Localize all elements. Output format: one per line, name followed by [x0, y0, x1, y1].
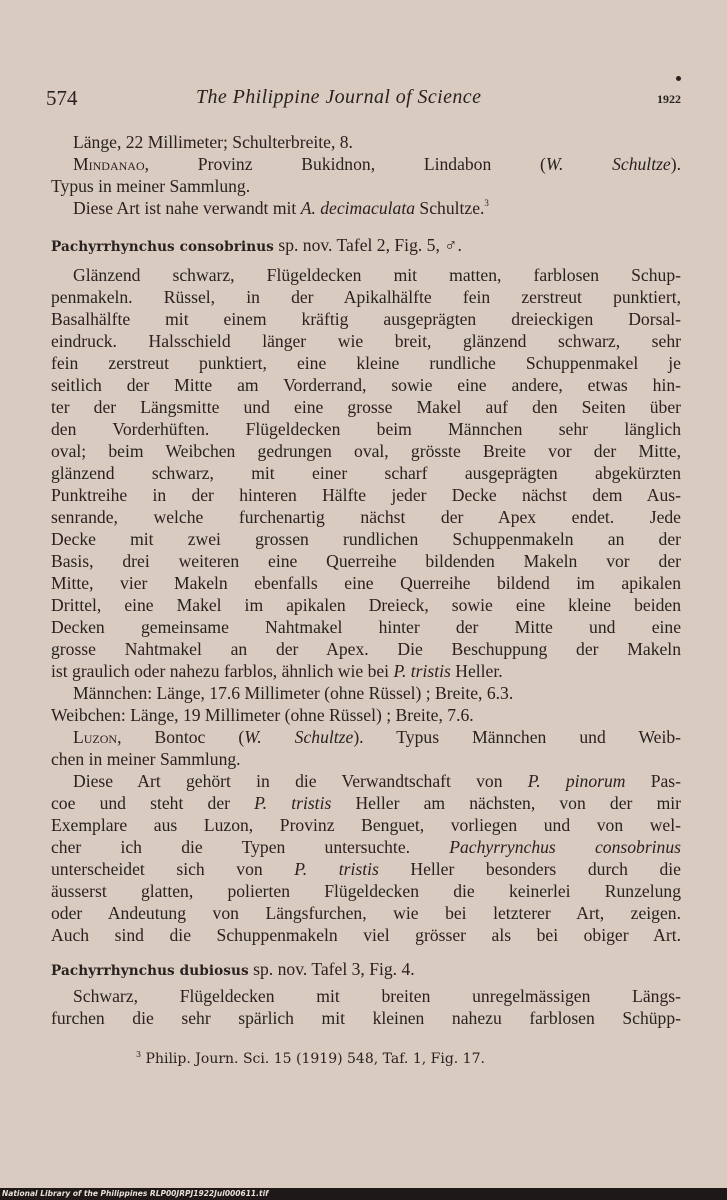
- paragraph-line: coe und steht der P. tristis Heller am nächsten, von der mir: [51, 793, 681, 813]
- species-name: Pachyrrynchus consobrinus: [449, 837, 681, 857]
- paragraph-line: Schwarz, Flügeldecken mit breiten unregelmässigen Längs-: [73, 986, 681, 1006]
- measurement-male: Männchen: Länge, 17.6 Millimeter (ohne Rüssel) ; Breite, 6.3.: [73, 683, 514, 703]
- paragraph-line: senrande, welche furchenartig nächst der Apex endet. Jede: [51, 507, 681, 527]
- paragraph-line: furchen die sehr spärlich mit kleinen nahezu farblosen Schüpp-: [51, 1008, 681, 1028]
- species-name: P. tristis: [254, 793, 332, 813]
- locality-line: Luzon, Bontoc (W. Schultze). Typus Männchen und Weib-: [73, 727, 682, 747]
- locality: Luzon: [73, 727, 118, 747]
- paragraph-line: cher ich die Typen untersuchte. Pachyrrynchus consobrinus: [51, 837, 681, 857]
- footnote-ref: 3: [484, 198, 489, 208]
- scan-label: National Library of the Philippines RLP00JRPJ1922Jul000611.tif: [2, 1189, 269, 1198]
- page-number: 574: [46, 86, 78, 110]
- collector: W. Schultze: [244, 727, 354, 747]
- paragraph-line: äusserst glatten, polierten Flügeldecken die keinerlei Runzelung: [51, 881, 681, 901]
- paragraph-line: Länge, 22 Millimeter; Schulterbreite, 8.: [73, 132, 353, 152]
- paragraph-line: seitlich der Mitte am Vorderrand, sowie eine andere, etwas hin-: [51, 375, 681, 395]
- paragraph-line: Decke mit zwei grossen rundlichen Schuppenmakeln an der: [51, 529, 681, 549]
- paragraph-line: oder Andeutung von Längsfurchen, wie bei letzterer Art, zeigen.: [51, 903, 681, 923]
- species-name: P. pinorum: [527, 771, 626, 791]
- paragraph-line: glänzend schwarz, mit einer scharf ausgeprägten abgekürzten: [51, 463, 681, 483]
- paragraph-line: eindruck. Halsschield länger wie breit, glänzend schwarz, sehr: [51, 331, 681, 351]
- paragraph-line: oval; beim Weibchen gedrungen oval, grösste Breite vor der Mitte,: [51, 441, 681, 461]
- paragraph-line: Diese Art ist nahe verwandt mit A. decimaculata Schultze.$^3$: [73, 198, 489, 218]
- paragraph-line: Mitte, vier Makeln ebenfalls eine Querreihe bildend im apikalen: [51, 573, 681, 593]
- paragraph-line: Auch sind die Schuppenmakeln viel grösser als bei obiger Art.: [51, 925, 681, 945]
- footnote-mark: 3: [136, 1050, 142, 1059]
- paragraph-line: Drittel, eine Makel im apikalen Dreieck, sowie eine kleine beiden: [51, 595, 681, 615]
- paragraph-line: Typus in meiner Sammlung.: [51, 176, 251, 196]
- footnote: $^3$ Philip. Journ. Sci. 15 (1919) 548, Taf. 1, Fig. 17.: [136, 1050, 485, 1067]
- species-heading: Pachyrrhynchus dubiosus sp. nov. Tafel 3, Fig. 4.: [51, 959, 415, 979]
- paragraph-line: Basis, drei weiteren eine Querreihe bildenden Makeln vor der: [51, 551, 681, 571]
- species-name: P. tristis: [294, 859, 379, 879]
- paragraph-line: Glänzend schwarz, Flügeldecken mit matten, farblosen Schup-: [73, 265, 681, 285]
- species-title: Pachyrrhynchus consobrinus: [51, 239, 274, 255]
- collector: W. Schultze: [545, 154, 671, 174]
- journal-title: The Philippine Journal of Science: [196, 86, 482, 108]
- paragraph-line: Exemplare aus Luzon, Provinz Benguet, vorliegen und von wel-: [51, 815, 681, 835]
- running-header: [46, 86, 681, 118]
- species-name: A. decimaculata: [300, 198, 416, 218]
- speck: [676, 76, 681, 81]
- species-heading: Pachyrrhynchus consobrinus sp. nov. Tafel 2, Fig. 5, ♂.: [51, 235, 462, 255]
- paragraph-line: ter der Längsmitte und eine grosse Makel auf den Seiten über: [51, 397, 681, 417]
- paragraph-line: unterscheidet sich von P. tristis Heller besonders durch die: [51, 859, 681, 879]
- paragraph-line: Decken gemeinsame Nahtmakel hinter der Mitte und eine: [51, 617, 681, 637]
- paragraph-line: Diese Art gehört in die Verwandtschaft von P. pinorum Pas-: [73, 771, 681, 791]
- paragraph-line: fein zerstreut punktiert, eine kleine rundliche Schuppenmakel je: [51, 353, 681, 373]
- measurement-female: Weibchen: Länge, 19 Millimeter (ohne Rüssel) ; Breite, 7.6.: [51, 705, 474, 725]
- paragraph-line: grosse Nahtmakel an der Apex. Die Beschuppung der Makeln: [51, 639, 681, 659]
- locality-line: Mindanao, Provinz Bukidnon, Lindabon (W. Schultze).: [73, 154, 681, 174]
- paragraph-line: Punktreihe in der hinteren Hälfte jeder Decke nächst dem Aus-: [51, 485, 681, 505]
- year: 1922: [657, 92, 681, 106]
- paragraph-line: chen in meiner Sammlung.: [51, 749, 241, 769]
- paragraph-line: penmakeln. Rüssel, in der Apikalhälfte fein zerstreut punktiert,: [51, 287, 681, 307]
- paragraph-line: den Vorderhüften. Flügeldecken beim Männchen sehr länglich: [51, 419, 681, 439]
- locality: Mindanao: [73, 154, 145, 174]
- paragraph-line: Basalhälfte mit einem kräftig ausgeprägten dreieckigen Dorsal-: [51, 309, 681, 329]
- species-name: P. tristis: [393, 661, 451, 681]
- paragraph-line: ist graulich oder nahezu farblos, ähnlich wie bei P. tristis Heller.: [51, 661, 503, 681]
- species-title: Pachyrrhynchus dubiosus: [51, 963, 249, 979]
